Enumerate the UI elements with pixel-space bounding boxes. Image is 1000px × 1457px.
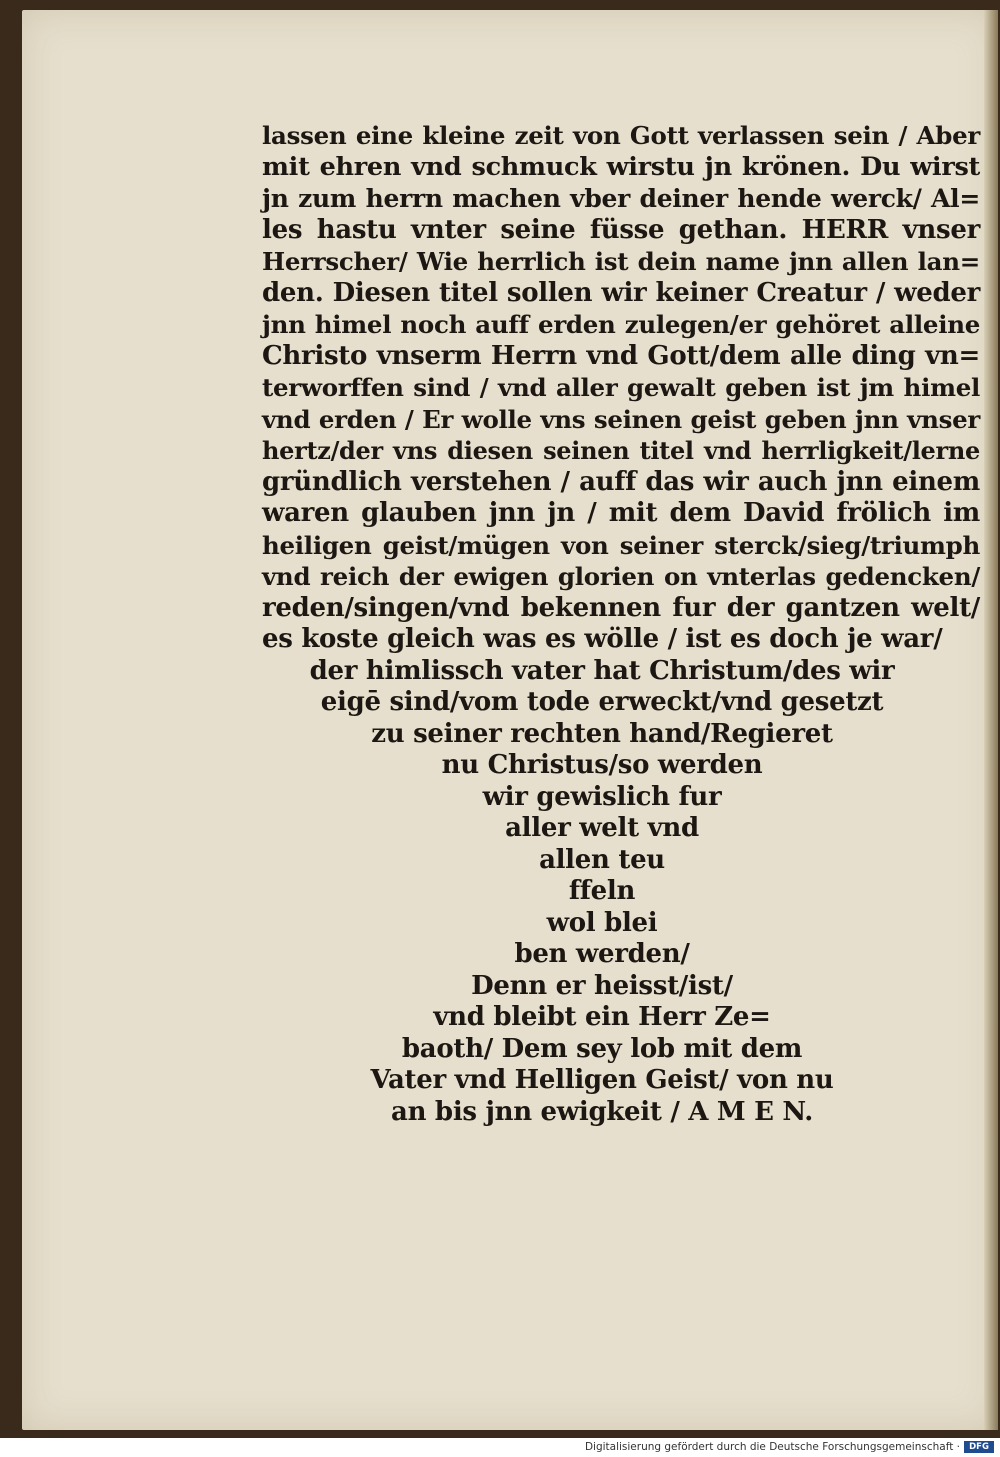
footer-credit: Digitalisierung gefördert durch die Deutsche Forschungsgemeinschaft · (584, 1441, 960, 1453)
text-line: vnd reich der ewigen glorien on vnterlas gedencken/ (262, 562, 980, 591)
text-line: waren glauben jnn jn / mit dem David frölich im (262, 498, 980, 528)
text-line: allen teu (539, 844, 665, 875)
text-line: eigē sind/vom tode erweckt/vnd gesetzt (320, 687, 884, 717)
text-line: mit ehren vnd schmuck wirstu jn krönen. Du wirst (262, 151, 980, 182)
text-line: den. Diesen titel sollen wir keiner Creatur / weder (262, 277, 980, 308)
text-line: vnd erden / Er wolle vns seinen geist geben jnn vnser (262, 404, 980, 434)
text-line: zu seiner rechten hand/Regieret (371, 718, 833, 749)
text-line: baoth/ Dem sey lob mit dem (401, 1033, 803, 1064)
text-line: jnn himel noch auff erden zulegen/er gehöret alleine (262, 310, 980, 339)
main-text-block (262, 120, 982, 1128)
dfg-logo: DFG (964, 1441, 994, 1453)
text-line: der himlissch vater hat Christum/des wir (309, 655, 895, 686)
text-line: Denn er heisst/ist/ (471, 970, 733, 1001)
text-line: nu Christus/so werden (441, 750, 763, 780)
text-line: wol blei (546, 907, 658, 938)
text-line: les hastu vnter seine füsse gethan. HERR vnser (262, 214, 980, 245)
text-line: gründlich verstehen / auff das wir auch jnn einem (262, 466, 980, 497)
text-line: lassen eine kleine zeit von Gott verlassen sein / Aber (262, 121, 980, 150)
digitization-footer (0, 1438, 1000, 1457)
text-line: ben werden/ (514, 939, 690, 969)
text-line: terworffen sind / vnd aller gewalt geben ist jm himel (262, 373, 980, 402)
text-line: ffeln (568, 876, 636, 906)
text-line: Herrscher/ Wie herrlich ist dein name jnn allen lan= (262, 247, 980, 276)
page-gutter-shadow (984, 10, 998, 1430)
text-line: hertz/der vns diesen seinen titel vnd herrligkeit/lerne (262, 436, 980, 465)
text-line: es koste gleich was es wölle / ist es doch je war/ (262, 624, 943, 654)
text-line: wir gewislich fur (482, 781, 722, 812)
text-line: jn zum herrn machen vber deiner hende werck/ Al= (262, 184, 980, 213)
text-line: heiligen geist/mügen von seiner sterck/sieg/triumph (262, 530, 980, 560)
text-line: an bis jnn ewigkeit / A M E N. (391, 1096, 813, 1127)
text-line: Vater vnd Helligen Geist/ von nu (370, 1065, 834, 1095)
text-line: Christo vnserm Herrn vnd Gott/dem alle ding vn= (262, 340, 980, 371)
text-line: reden/singen/vnd bekennen fur der gantzen welt/ (262, 592, 980, 623)
text-line: aller welt vnd (505, 813, 699, 843)
text-line: vnd bleibt ein Herr Ze= (433, 1002, 771, 1032)
